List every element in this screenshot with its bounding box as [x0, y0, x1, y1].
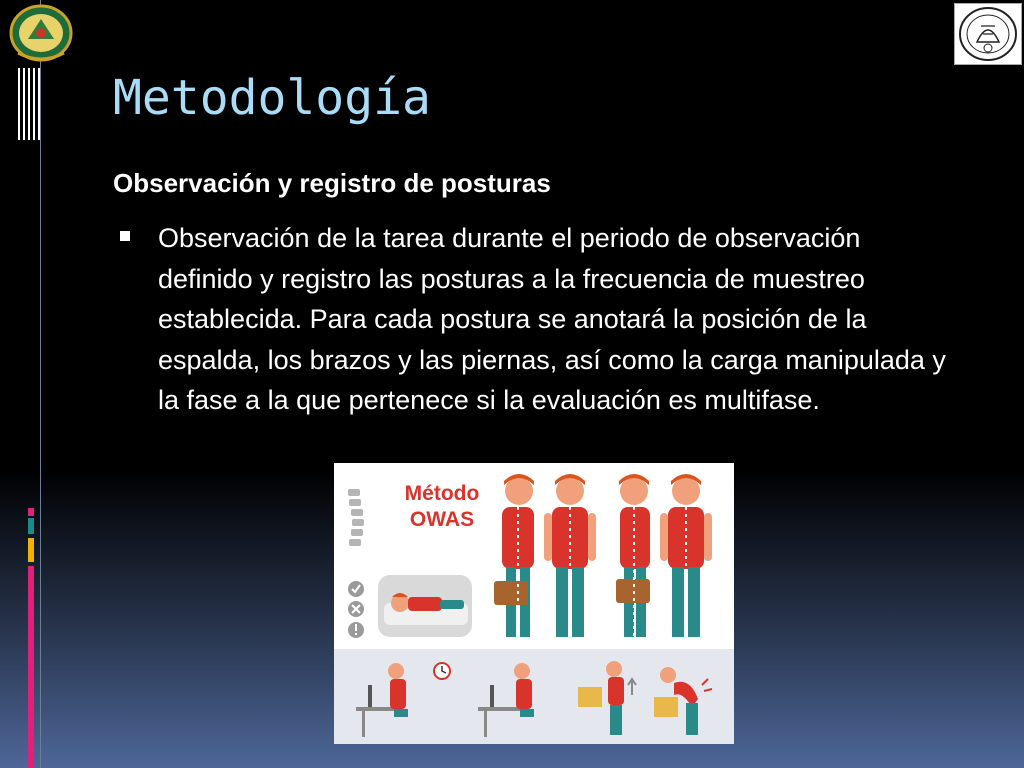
- accent-bar-magenta-top: [28, 508, 34, 516]
- check-icon: [348, 581, 364, 597]
- standing-figure-1: [494, 474, 534, 637]
- school-crest-logo: [8, 3, 74, 63]
- slide-title: Metodología: [113, 70, 431, 126]
- owas-method-illustration: [334, 463, 734, 744]
- lying-figure: [378, 575, 472, 637]
- figure-title-line2: OWAS: [409, 508, 475, 531]
- accent-bar-yellow: [28, 538, 34, 562]
- cross-icon: [348, 601, 364, 617]
- spine-icon: [348, 489, 364, 546]
- accent-bar-magenta: [28, 566, 34, 768]
- decorative-stripes: [18, 68, 42, 140]
- slide-subtitle: Observación y registro de posturas: [113, 168, 551, 198]
- figure-title-line1: Método: [404, 482, 480, 505]
- standing-figure-4: [660, 474, 712, 637]
- accent-bar-teal: [28, 518, 34, 534]
- university-seal-logo: [954, 3, 1022, 65]
- bullet-text: Observación de la tarea durante el periodo de observación definido y registro las posturas a la frecuencia de muestreo establecida. Para cada postura se anotará la posición de la espalda, los brazos y las piernas, así como la carga manipulada y la fase a la que pertenece si la evaluación es multifase.: [158, 223, 946, 415]
- standing-figure-2: [544, 474, 596, 637]
- standing-figure-3: [616, 474, 650, 637]
- warning-icon: [348, 622, 364, 638]
- clock-icon: [434, 663, 450, 679]
- bullet-square-icon: [120, 231, 130, 241]
